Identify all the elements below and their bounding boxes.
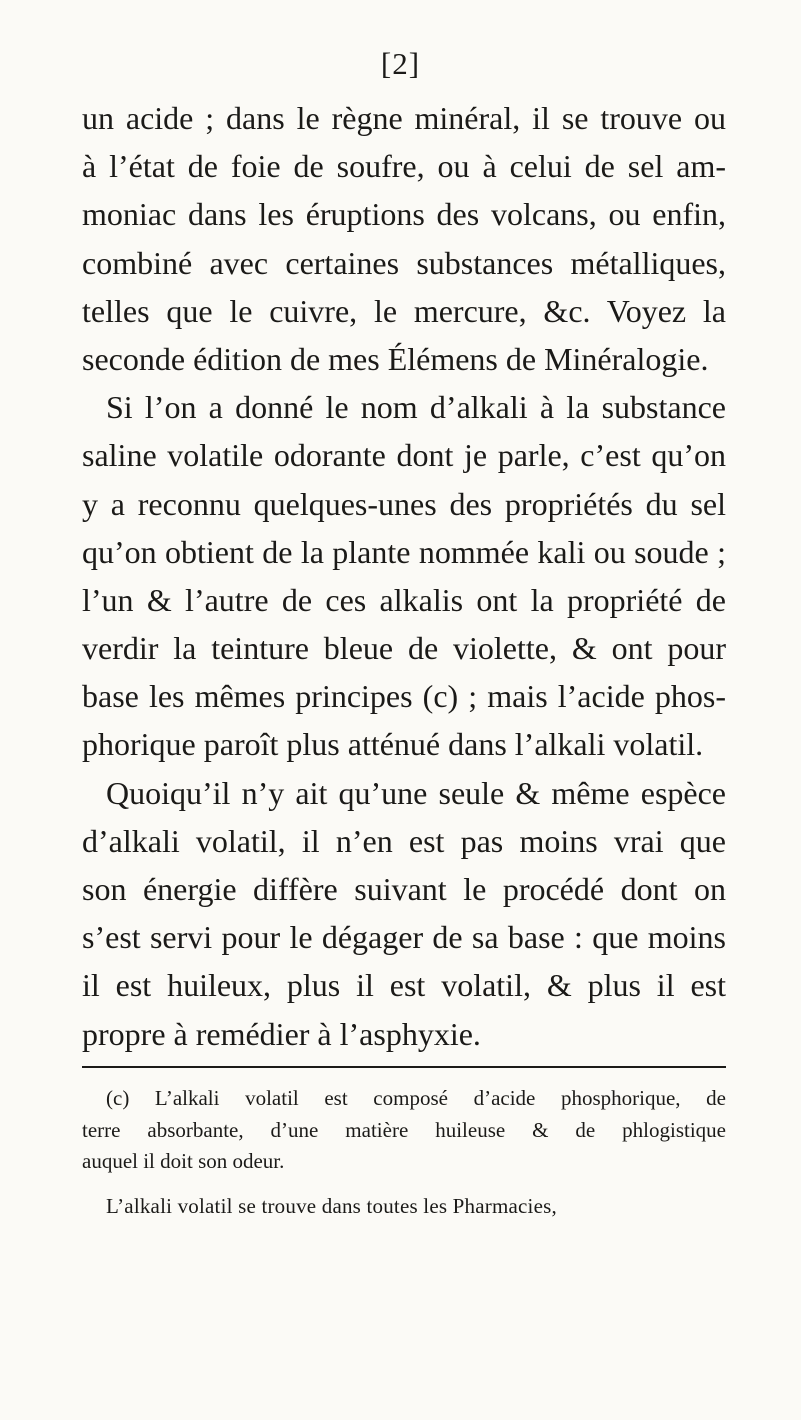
- text-line: l’un & l’autre de ces alkalis ont la propriété de: [82, 581, 726, 618]
- footnote-block: [82, 1083, 726, 1222]
- text-line: combiné avec certaines substances métalliques,: [82, 244, 726, 281]
- catchline: L’alkali volatil se trouve dans toutes les Pharmacies,: [106, 1193, 557, 1218]
- page-number: [2]: [380, 46, 421, 81]
- text-line: son énergie diffère suivant le procédé dont on: [82, 871, 726, 907]
- text-line: Si l’on a donné le nom d’alkali à la substance: [106, 389, 726, 426]
- footnote-line: (c) L’alkali volatil est composé d’acide phosphorique, de: [106, 1086, 726, 1110]
- text-line: Quoiqu’il n’y ait qu’une seule & même espèce: [106, 774, 726, 811]
- text-line: seconde édition de mes Élémens de Minéralogie.: [82, 340, 709, 377]
- text-line: d’alkali volatil, il n’en est pas moins vrai que: [82, 822, 726, 859]
- text-line: s’est servi pour le dégager de sa base : que moins: [82, 919, 726, 956]
- footnote-divider: [82, 1066, 726, 1068]
- text-line: phorique paroît plus atténué dans l’alkali volatil.: [82, 726, 704, 763]
- text-line: qu’on obtient de la plante nommée kali ou soude ;: [82, 533, 726, 570]
- text-line: y a reconnu quelques-unes des propriétés du sel: [82, 485, 726, 522]
- footnote-line: terre absorbante, d’une matière huileuse & de phlogistique: [82, 1117, 726, 1142]
- spacer: [82, 1178, 726, 1191]
- text-line: il est huileux, plus il est volatil, & plus il est: [82, 967, 726, 1004]
- text-line: verdir la teinture bleue de violette, & ont pour: [82, 630, 726, 667]
- text-line: saline volatile odorante dont je parle, c’est qu’on: [82, 437, 726, 474]
- text-line: à l’état de foie de soufre, ou à celui de sel am-: [82, 148, 726, 185]
- text-line: propre à remédier à l’asphyxie.: [82, 1015, 481, 1052]
- text-line: telles que le cuivre, le mercure, &c. Voyez la: [82, 292, 726, 329]
- main-text: [82, 94, 726, 1058]
- text-line: base les mêmes principes (c) ; mais l’acide phos-: [82, 678, 726, 715]
- footnote-line: auquel il doit son odeur.: [82, 1149, 285, 1173]
- text-line: moniac dans les éruptions des volcans, ou enfin,: [82, 196, 726, 233]
- text-line: un acide ; dans le règne minéral, il se trouve ou: [82, 100, 726, 136]
